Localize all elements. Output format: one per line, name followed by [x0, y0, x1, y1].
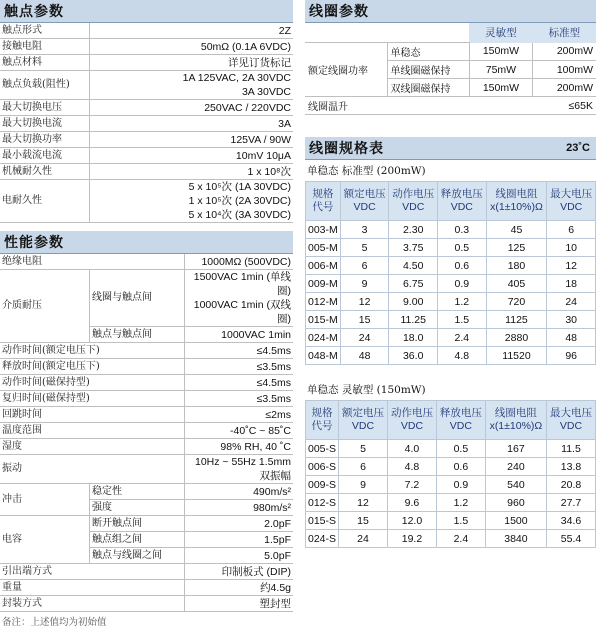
column-header	[486, 182, 547, 221]
table-cell: 10	[547, 239, 596, 257]
table-cell: 4.50	[389, 257, 438, 275]
table-cell: 540	[485, 476, 546, 494]
header-line: 额定电压	[343, 188, 386, 200]
table-row	[0, 116, 293, 132]
header-line: VDC	[400, 420, 424, 432]
table-row	[0, 375, 293, 391]
table-cell: 024-M	[306, 329, 341, 347]
header-line: 动作电压	[390, 407, 433, 419]
performance-params-table	[0, 254, 293, 612]
table-row	[305, 43, 596, 61]
header-line: x(1±10%)Ω	[489, 420, 543, 432]
value-line: 1000VAC 1min (双线圈)	[193, 299, 291, 325]
coil-params-title: 线圈参数	[305, 0, 596, 23]
table-row	[306, 440, 596, 458]
table-cell: 0.9	[438, 275, 487, 293]
table-row	[306, 476, 596, 494]
table-cell: 012-S	[306, 494, 339, 512]
row-value: 约4.5g	[185, 580, 294, 596]
table-cell: 30	[547, 311, 596, 329]
header-line: VDC	[351, 420, 375, 432]
value-line: 1500VAC 1min (单线圈)	[193, 271, 291, 297]
column-header	[339, 401, 388, 440]
row-key: 最大切换电流	[0, 116, 90, 132]
table-row	[306, 494, 596, 512]
table-cell: 15	[339, 512, 388, 530]
table-cell: 20.8	[547, 476, 596, 494]
row-key: 冲击	[0, 484, 90, 516]
row-value: 2Z	[90, 23, 294, 39]
row-value	[185, 270, 294, 327]
table-header-row	[306, 401, 596, 440]
table-cell: 6.75	[389, 275, 438, 293]
table-cell: 4.8	[387, 458, 436, 476]
header-line: VDC	[353, 201, 376, 213]
row-key: 额定线圈功率	[305, 43, 387, 97]
row-value: ≤2ms	[185, 407, 294, 423]
row-key: 动作时间(磁保持型)	[0, 375, 185, 391]
row-subkey: 线圈与触点间	[90, 270, 185, 327]
table-row	[0, 71, 293, 100]
table-row	[306, 458, 596, 476]
header-line: VDC	[402, 201, 425, 213]
row-value: ≤65K	[387, 97, 596, 115]
table-cell: 0.3	[438, 221, 487, 239]
table-cell: 048-M	[306, 347, 341, 365]
header-line: 代号	[312, 201, 334, 213]
table-cell: 1.2	[436, 494, 485, 512]
row-value: 150mW	[469, 79, 533, 97]
table-row	[0, 55, 293, 71]
table-cell: 12	[547, 257, 596, 275]
row-key: 封装方式	[0, 596, 185, 612]
value-line: 1A 125VAC, 2A 30VDC	[182, 72, 291, 84]
table-cell: 45	[486, 221, 547, 239]
table-cell: 34.6	[547, 512, 596, 530]
table-cell: 1500	[485, 512, 546, 530]
row-key: 机械耐久性	[0, 164, 90, 180]
row-key: 回跳时间	[0, 407, 185, 423]
header-line: 最大电压	[550, 188, 593, 200]
table-cell: 24	[547, 293, 596, 311]
row-value: 10Hz ~ 55Hz 1.5mm 双振幅	[185, 455, 294, 484]
header-line: 线圈电阻	[495, 188, 538, 200]
table-cell: 11520	[486, 347, 547, 365]
table-cell: 2880	[486, 329, 547, 347]
row-key: 湿度	[0, 439, 185, 455]
table-cell: 1.5	[436, 512, 485, 530]
row-key: 释放时间(额定电压下)	[0, 359, 185, 375]
row-key: 重量	[0, 580, 185, 596]
table-row	[0, 148, 293, 164]
coil-spec-title-text: 线圈规格表	[309, 140, 384, 156]
row-value: 98% RH, 40 ˚C	[185, 439, 294, 455]
row-value: 5.0pF	[185, 548, 294, 564]
table-row	[0, 407, 293, 423]
header-line: 代号	[311, 420, 333, 432]
standard-subtitle: 单稳态 标准型 (200mW)	[307, 165, 426, 177]
column-header	[438, 182, 487, 221]
row-value: 1000MΩ (500VDC)	[185, 254, 294, 270]
row-value: 75mW	[469, 61, 533, 79]
table-cell: 19.2	[387, 530, 436, 548]
table-cell: 015-S	[306, 512, 339, 530]
table-cell: 0.9	[436, 476, 485, 494]
table-row	[0, 439, 293, 455]
table-row	[0, 596, 293, 612]
row-value: ≤3.5ms	[185, 359, 294, 375]
table-header-row	[305, 23, 596, 43]
table-cell: 012-M	[306, 293, 341, 311]
header-line: 规格	[311, 407, 333, 419]
row-value: ≤4.5ms	[185, 343, 294, 359]
column-header	[547, 182, 596, 221]
row-value: 2.0pF	[185, 516, 294, 532]
header-line: 额定电压	[342, 407, 385, 419]
row-value	[90, 180, 294, 223]
row-value: ≤4.5ms	[185, 375, 294, 391]
row-value: 125VA / 90W	[90, 132, 294, 148]
row-key: 最小载流电流	[0, 148, 90, 164]
table-cell: 9	[340, 275, 389, 293]
table-cell: 5	[339, 440, 388, 458]
table-cell: 240	[485, 458, 546, 476]
table-cell: 9	[339, 476, 388, 494]
table-row	[306, 221, 596, 239]
row-value: 200mW	[533, 43, 596, 61]
row-value: 塑封型	[185, 596, 294, 612]
coil-params-table	[305, 23, 596, 115]
column-header: 标准型	[533, 23, 596, 43]
standard-spec-table	[305, 181, 596, 365]
row-key: 电容	[0, 516, 90, 564]
header-line: VDC	[450, 201, 473, 213]
table-cell: 405	[486, 275, 547, 293]
row-key: 引出端方式	[0, 564, 185, 580]
row-subkey: 单稳态	[387, 43, 469, 61]
row-value: 250VAC / 220VDC	[90, 100, 294, 116]
header-line: 规格	[312, 188, 334, 200]
table-row	[0, 254, 293, 270]
row-value: 3A	[90, 116, 294, 132]
row-key: 最大切换功率	[0, 132, 90, 148]
row-key: 振动	[0, 455, 185, 484]
row-key: 温度范围	[0, 423, 185, 439]
table-cell: 005-S	[306, 440, 339, 458]
table-cell: 0.6	[436, 458, 485, 476]
table-row	[306, 239, 596, 257]
table-cell: 2.30	[389, 221, 438, 239]
table-cell: 15	[340, 311, 389, 329]
table-row	[0, 23, 293, 39]
table-row	[0, 516, 293, 532]
row-key: 动作时间(额定电压下)	[0, 343, 185, 359]
table-row	[0, 359, 293, 375]
row-key: 电耐久性	[0, 180, 90, 223]
row-value: 1 x 10⁸次	[90, 164, 294, 180]
table-row	[306, 347, 596, 365]
table-cell: 55.4	[547, 530, 596, 548]
header-line: VDC	[560, 201, 583, 213]
row-key: 介质耐压	[0, 270, 90, 343]
row-key: 最大切换电压	[0, 100, 90, 116]
row-value: 10mV 10μA	[90, 148, 294, 164]
performance-params-title: 性能参数	[0, 231, 293, 254]
row-value: 1.5pF	[185, 532, 294, 548]
table-cell: 1125	[486, 311, 547, 329]
table-cell: 12	[340, 293, 389, 311]
table-cell: 3	[340, 221, 389, 239]
column-header	[340, 182, 389, 221]
row-value: 印制板式 (DIP)	[185, 564, 294, 580]
table-cell: 009-M	[306, 275, 341, 293]
row-subkey: 触点与触点间	[90, 327, 185, 343]
row-subkey: 触点与线圈之间	[90, 548, 185, 564]
table-cell: 24	[340, 329, 389, 347]
contact-params-table	[0, 23, 293, 223]
table-row	[0, 180, 293, 223]
row-key: 绝缘电阻	[0, 254, 185, 270]
table-cell: 3.75	[389, 239, 438, 257]
table-cell: 24	[339, 530, 388, 548]
value-line: 3A 30VDC	[241, 86, 291, 98]
column-header	[485, 401, 546, 440]
right-column	[305, 0, 596, 548]
column-header	[387, 401, 436, 440]
table-cell: 9.6	[387, 494, 436, 512]
column-header: 灵敏型	[469, 23, 533, 43]
table-cell: 180	[486, 257, 547, 275]
footnote: 备注：上述值均为初始值	[2, 617, 107, 628]
header-line: 线圈电阻	[494, 407, 537, 419]
table-cell: 720	[486, 293, 547, 311]
blank-header	[305, 23, 387, 43]
table-cell: 024-S	[306, 530, 339, 548]
row-value: 1000VAC 1min	[185, 327, 294, 343]
table-cell: 13.8	[547, 458, 596, 476]
row-value	[90, 71, 294, 100]
table-row	[0, 164, 293, 180]
row-value: 200mW	[533, 79, 596, 97]
table-cell: 27.7	[547, 494, 596, 512]
table-cell: 1.5	[438, 311, 487, 329]
row-value: 50mΩ (0.1A 6VDC)	[90, 39, 294, 55]
row-subkey: 单线圈磁保持	[387, 61, 469, 79]
coil-spec-title	[305, 137, 596, 160]
table-cell: 005-M	[306, 239, 341, 257]
table-row	[0, 455, 293, 484]
table-cell: 009-S	[306, 476, 339, 494]
row-key: 触点形式	[0, 23, 90, 39]
table-row	[0, 39, 293, 55]
table-cell: 125	[486, 239, 547, 257]
header-line: 最大电压	[550, 407, 592, 419]
sensitive-spec-table	[305, 400, 596, 548]
row-value: -40˚C ~ 85˚C	[185, 423, 294, 439]
table-cell: 0.5	[438, 239, 487, 257]
temperature-label: 23˚C	[566, 142, 590, 154]
row-key: 接触电阻	[0, 39, 90, 55]
table-row	[306, 311, 596, 329]
table-row	[0, 270, 293, 327]
table-row	[306, 257, 596, 275]
value-line: 5 x 10⁴次 (3A 30VDC)	[188, 209, 291, 221]
table-row	[305, 97, 596, 115]
column-header	[306, 401, 339, 440]
table-row	[0, 343, 293, 359]
table-cell: 003-M	[306, 221, 341, 239]
blank-header	[387, 23, 469, 43]
table-cell: 6	[340, 257, 389, 275]
value-line: 5 x 10⁵次 (1A 30VDC)	[188, 181, 291, 193]
table-row	[306, 530, 596, 548]
table-row	[306, 293, 596, 311]
table-row	[0, 391, 293, 407]
table-cell: 5	[340, 239, 389, 257]
row-subkey: 强度	[90, 500, 185, 516]
table-row	[306, 275, 596, 293]
table-cell: 48	[547, 329, 596, 347]
column-header	[436, 401, 485, 440]
table-cell: 006-S	[306, 458, 339, 476]
table-cell: 18	[547, 275, 596, 293]
table-row	[0, 132, 293, 148]
table-row	[0, 423, 293, 439]
row-value: 详见订货标记	[90, 55, 294, 71]
table-cell: 4.0	[387, 440, 436, 458]
table-cell: 12.0	[387, 512, 436, 530]
header-line: VDC	[449, 420, 472, 432]
contact-params-title: 触点参数	[0, 0, 293, 23]
value-line: 1 x 10⁵次 (2A 30VDC)	[188, 195, 291, 207]
row-key: 触点材料	[0, 55, 90, 71]
table-row	[0, 580, 293, 596]
table-cell: 960	[485, 494, 546, 512]
table-cell: 4.8	[438, 347, 487, 365]
table-header-row	[306, 182, 596, 221]
table-cell: 006-M	[306, 257, 341, 275]
row-value: 150mW	[469, 43, 533, 61]
table-cell: 96	[547, 347, 596, 365]
table-cell: 18.0	[389, 329, 438, 347]
table-row	[306, 512, 596, 530]
table-cell: 12	[339, 494, 388, 512]
header-line: x(1±10%)Ω	[490, 201, 543, 213]
table-cell: 6	[547, 221, 596, 239]
row-value: 100mW	[533, 61, 596, 79]
header-line: 释放电压	[439, 407, 482, 419]
row-value: 980m/s²	[185, 500, 294, 516]
column-header	[547, 401, 596, 440]
table-cell: 167	[485, 440, 546, 458]
row-value: ≤3.5ms	[185, 391, 294, 407]
column-header	[389, 182, 438, 221]
table-cell: 2.4	[438, 329, 487, 347]
row-key: 线圈温升	[305, 97, 387, 115]
table-cell: 7.2	[387, 476, 436, 494]
table-cell: 1.2	[438, 293, 487, 311]
table-row	[306, 329, 596, 347]
column-header	[306, 182, 341, 221]
row-subkey: 双线圈磁保持	[387, 79, 469, 97]
sensitive-subtitle: 单稳态 灵敏型 (150mW)	[307, 384, 426, 396]
header-line: 动作电压	[392, 188, 435, 200]
row-value: 490m/s²	[185, 484, 294, 500]
table-cell: 0.6	[438, 257, 487, 275]
row-key: 复归时间(磁保持型)	[0, 391, 185, 407]
table-cell: 2.4	[436, 530, 485, 548]
row-key: 触点负载(阻性)	[0, 71, 90, 100]
header-line: 释放电压	[440, 188, 483, 200]
table-cell: 48	[340, 347, 389, 365]
table-cell: 6	[339, 458, 388, 476]
row-subkey: 断开触点间	[90, 516, 185, 532]
table-cell: 0.5	[436, 440, 485, 458]
row-subkey: 触点组之间	[90, 532, 185, 548]
table-cell: 3840	[485, 530, 546, 548]
table-cell: 015-M	[306, 311, 341, 329]
table-row	[0, 100, 293, 116]
row-subkey: 稳定性	[90, 484, 185, 500]
table-row	[0, 564, 293, 580]
header-line: VDC	[559, 420, 583, 432]
table-cell: 36.0	[389, 347, 438, 365]
table-cell: 11.5	[547, 440, 596, 458]
table-cell: 9.00	[389, 293, 438, 311]
table-cell: 11.25	[389, 311, 438, 329]
left-column	[0, 0, 293, 628]
table-row	[0, 484, 293, 500]
